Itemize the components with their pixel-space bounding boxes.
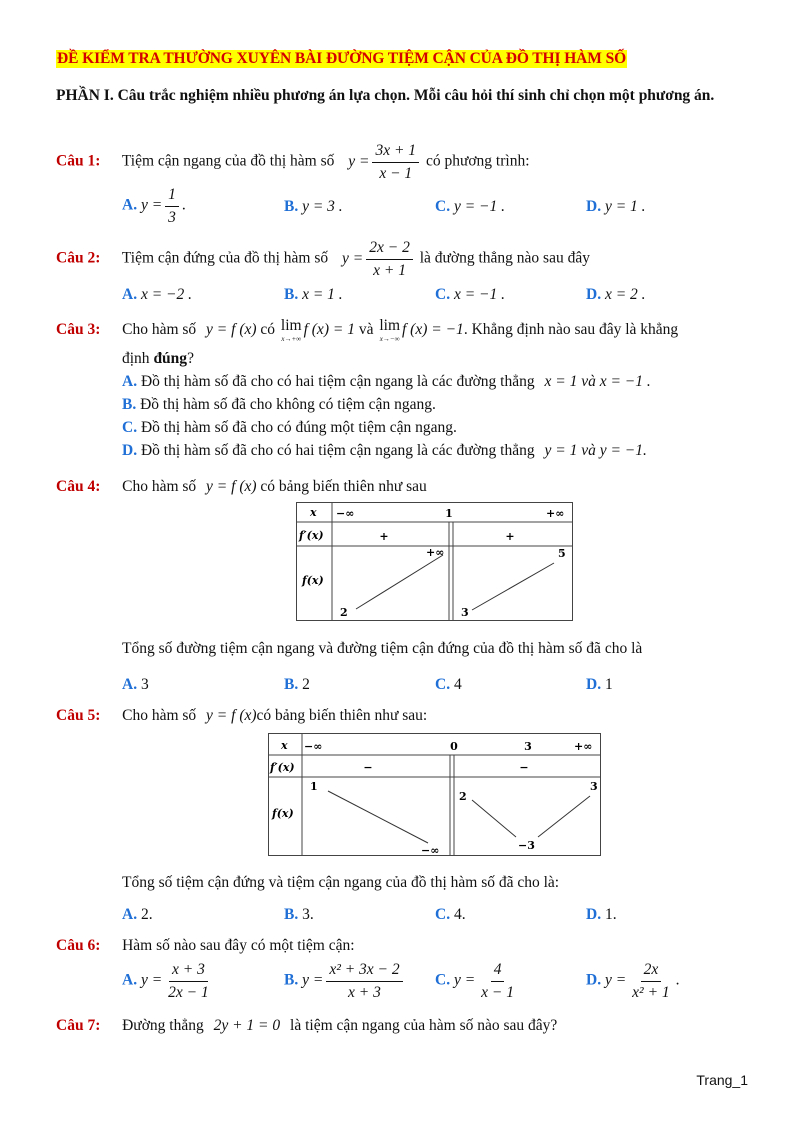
table-x-value: −∞ (304, 740, 323, 753)
table-x-label: x (310, 506, 317, 519)
question-2: Câu 2: Tiệm cận đứng của đồ thị hàm số y = $\frac{2x - 2}{x + 1}$ là đường thẳng nào sau đây (56, 239, 590, 279)
table-fprime-label: f′(x) (299, 529, 324, 542)
variation-table-4 (296, 502, 574, 622)
page-footer: Trang_1 (696, 1072, 748, 1088)
option-b[interactable]: B. Đồ thị hàm số đã cho không có tiệm cận ngang. (122, 396, 436, 413)
fraction: $\frac{3x + 1}{x - 1}$ (372, 143, 419, 181)
table-x-value: −∞ (336, 507, 355, 520)
svg-text:x: x (281, 739, 288, 752)
table-f-value: 2 (340, 606, 348, 619)
question-6: Câu 6: Hàm số nào sau đây có một tiệm cận: (56, 937, 355, 954)
table-x-value: 1 (445, 507, 453, 520)
table-f-value: 2 (459, 790, 467, 803)
table-x-value: +∞ (546, 507, 565, 520)
question-5-ask: Tổng số tiệm cận đứng và tiệm cận ngang của đồ thị hàm số đã cho là: (122, 874, 560, 891)
question-text-after: có phương trình: (425, 152, 530, 170)
option-c[interactable]: C. 4. (435, 906, 466, 923)
svg-text:f′(x): f′(x) (270, 761, 295, 774)
question-1: Câu 1: Tiệm cận ngang của đồ thị hàm số y = $\frac{3x + 1}{x - 1}$ có phương trình: (56, 142, 530, 182)
question-3-line2: định đúng? (122, 350, 194, 367)
option-a[interactable]: A. Đồ thị hàm số đã cho có hai tiệm cận ngang là các đường thẳng x = 1 và x = −1 . (122, 373, 651, 390)
table-f-value: +∞ (426, 546, 445, 559)
table-f-value: 5 (558, 547, 566, 560)
question-4: Câu 4: Cho hàm số y = f (x) có bảng biến thiên như sau (56, 478, 427, 495)
option-d[interactable]: D. x = 2 . (586, 286, 646, 303)
option-a[interactable]: A. 3 (122, 676, 149, 693)
option-a[interactable]: A. 2. (122, 906, 153, 923)
table-f-value: −3 (518, 839, 535, 852)
part-heading: PHẦN I. Câu trắc nghiệm nhiều phương án lựa chọn. Mỗi câu hỏi thí sinh chỉ chọn một phương án. (56, 87, 715, 104)
option-a[interactable]: A. x = −2 . (122, 286, 193, 303)
table-f-value: 3 (461, 606, 469, 619)
table-x-value: +∞ (574, 740, 593, 753)
option-d[interactable]: D. Đồ thị hàm số đã cho có hai tiệm cận ngang là các đường thẳng y = 1 và y = −1. (122, 442, 647, 459)
option-a[interactable]: A. y = $\frac{x + 3}{2x - 1}$ (122, 961, 209, 1001)
table-sign: + (505, 530, 515, 543)
option-c[interactable]: C. Đồ thị hàm số đã cho có đúng một tiệm cận ngang. (122, 419, 457, 436)
option-b[interactable]: B. y = 3 . (284, 198, 343, 215)
table-sign: − (363, 761, 373, 774)
table-f-value: 3 (590, 780, 598, 793)
option-b[interactable]: B. 2 (284, 676, 310, 693)
option-b[interactable]: B. y = $\frac{\text{x² + 3x − 2}}{x + 3}$ (284, 962, 406, 1000)
question-text: Tiệm cận ngang của đồ thị hàm số (121, 152, 335, 170)
question-4-ask: Tổng số đường tiệm cận ngang và đường tiệm cận đứng của đồ thị hàm số đã cho là (122, 640, 643, 657)
table-x-value: 3 (524, 740, 532, 753)
option-d[interactable]: D. y = $\frac{2x}{\text{x² + 1}}$ . (586, 961, 680, 1001)
option-b[interactable]: B. 3. (284, 906, 314, 923)
option-c[interactable]: C. x = −1 . (435, 286, 506, 303)
svg-text:f(x): f(x) (272, 807, 294, 820)
option-c[interactable]: C. y = $\frac{4}{x - 1}$ (435, 961, 515, 1001)
question-5: Câu 5: Cho hàm số y = f (x)có bảng biến thiên như sau: (56, 707, 428, 724)
option-d[interactable]: D. y = 1 . (586, 198, 646, 215)
option-a[interactable]: A. y = $\frac{1}{3}$ . (122, 186, 186, 226)
option-c[interactable]: C. y = −1 . (435, 198, 506, 215)
question-7: Câu 7: Đường thẳng 2y + 1 = 0 là tiệm cận ngang của hàm số nào sau đây? (56, 1017, 558, 1034)
table-sign: − (519, 761, 529, 774)
table-f-value: 1 (310, 780, 318, 793)
exam-title: ĐỀ KIỂM TRA THƯỜNG XUYÊN BÀI ĐƯỜNG TIỆM CẬN CỦA ĐỒ THỊ HÀM SỐ (57, 50, 627, 67)
table-x-value: 0 (450, 740, 458, 753)
table-f-value: −∞ (421, 844, 440, 857)
table-f-label: f(x) (302, 574, 324, 587)
question-3: Câu 3: Cho hàm số y = f (x) có lim x→+∞ f (x) = 1 và lim x→−∞ f (x) = −1. Khẳng định nào sau đây là khẳng (56, 317, 679, 343)
option-d[interactable]: D. 1. (586, 906, 617, 923)
question-label: Câu 1: (56, 152, 101, 170)
option-d[interactable]: D. 1 (586, 676, 613, 693)
variation-table-5 (268, 733, 602, 857)
table-sign: + (379, 530, 389, 543)
option-c[interactable]: C. 4 (435, 676, 462, 693)
option-b[interactable]: B. x = 1 . (284, 286, 343, 303)
